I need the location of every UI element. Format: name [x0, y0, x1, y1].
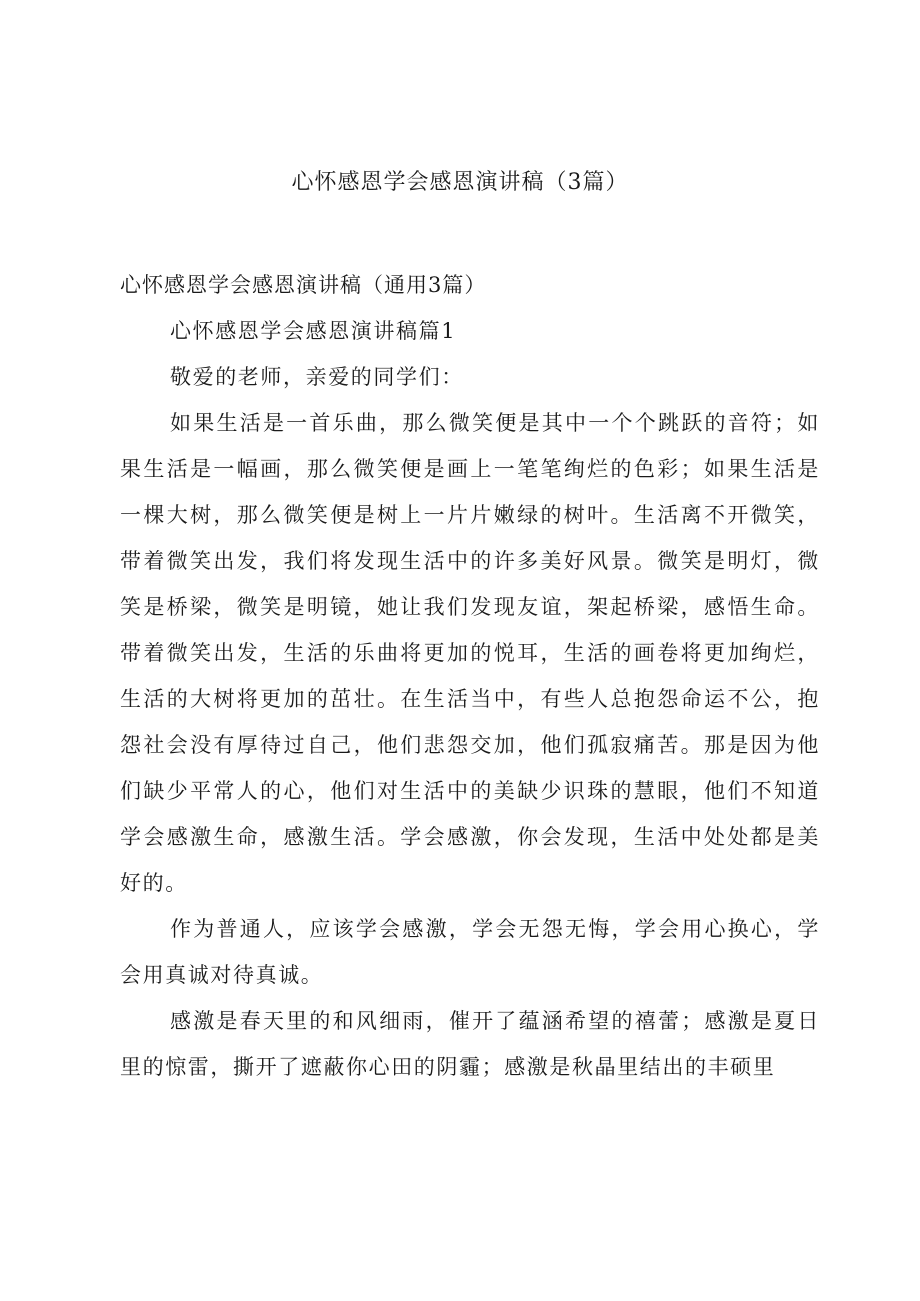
- document-body: [120, 262, 820, 1090]
- document-subtitle: 心怀感恩学会感恩演讲稿（通用3篇）: [120, 273, 487, 297]
- section-heading: 心怀感恩学会感恩演讲稿篇1: [170, 319, 457, 343]
- body-paragraph: 如果生活是一首乐曲，那么微笑便是其中一个个跳跃的音符；如果生活是一幅画，那么微笑便是画上一笔笔绚烂的色彩；如果生活是一棵大树，那么微笑便是树上一片片嫩绿的树叶。生活离不开微笑，带着微笑出发，我们将发现生活中的许多美好风景。微笑是明灯，微笑是桥梁，微笑是明镜，她让我们发现友谊，架起桥梁，感悟生命。带着微笑出发，生活的乐曲将更加的悦耳，生活的画卷将更加绚烂，生活的大树将更加的茁壮。在生活当中，有些人总抱怨命运不公，抱怨社会没有厚待过自己，他们悲怨交加，他们孤寂痛苦。那是因为他们缺少平常人的心，他们对生活中的美缺少识珠的慧眼，他们不知道学会感激生命，感激生活。学会感激，你会发现，生活中处处都是美好的。: [120, 411, 820, 895]
- body-paragraph: 作为普通人，应该学会感激，学会无怨无悔，学会用心换心，学会用真诚对待真诚。: [120, 917, 820, 987]
- body-paragraph: 感激是春天里的和风细雨，催开了蕴涵希望的禧蕾；感激是夏日里的惊雷，撕开了遮蔽你心田的阴霾；感激是秋晶里结出的丰硕里: [120, 1009, 820, 1079]
- document-title: 心怀感恩学会感恩演讲稿（3篇）: [291, 170, 629, 195]
- salutation: 敬爱的老师，亲爱的同学们：: [170, 365, 464, 389]
